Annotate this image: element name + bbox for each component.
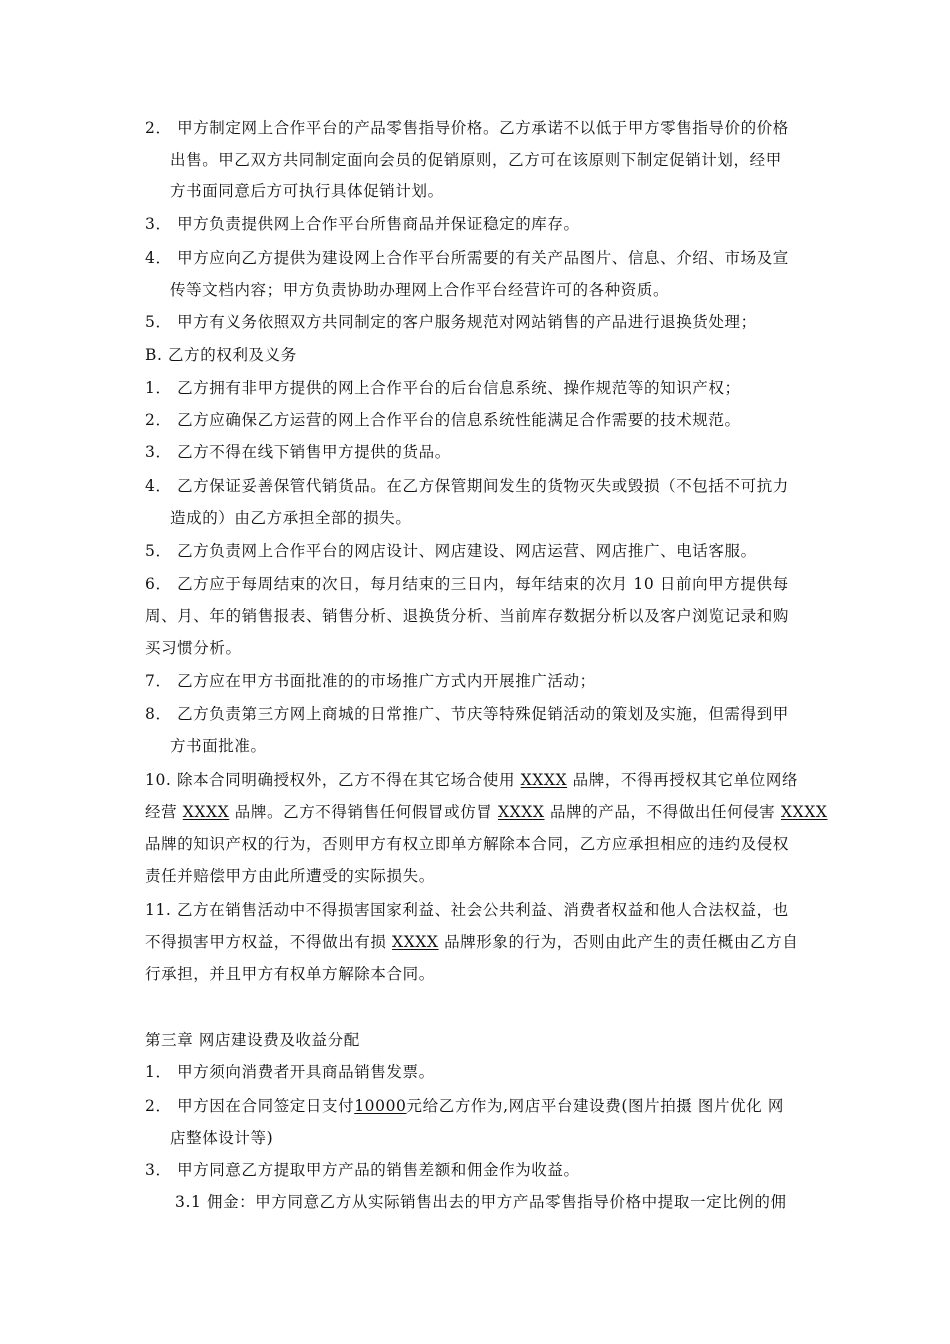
clause-a3: 3． 甲方负责提供网上合作平台所售商品并保证稳定的库存。 <box>145 215 580 233</box>
clause-b6-line3: 买习惯分析。 <box>145 639 242 657</box>
clause-b3: 3． 乙方不得在线下销售甲方提供的货品。 <box>145 443 451 461</box>
clause-b6-line2: 周、月、年的销售报表、销售分析、退换货分析、当前库存数据分析以及客户浏览记录和购 <box>145 607 790 625</box>
text-run: 品牌形象的行为，否则由此产生的责任概由乙方自 <box>438 933 799 951</box>
clause-a5: 5． 甲方有义务依照双方共同制定的客户服务规范对网站销售的产品进行退换货处理； <box>145 313 757 331</box>
clause-a2-line3: 方书面同意后方可执行具体促销计划。 <box>170 182 444 200</box>
chapter-3-heading: 第三章 网店建设费及收益分配 <box>145 1031 360 1049</box>
text-run: 2． 甲方因在合同签定日支付 <box>145 1097 355 1115</box>
clause-b1: 1． 乙方拥有非甲方提供的网上合作平台的后台信息系统、操作规范等的知识产权； <box>145 379 741 397</box>
brand-placeholder: XXXX <box>780 803 828 821</box>
clause-c1: 1． 甲方须向消费者开具商品销售发票。 <box>145 1063 435 1081</box>
clause-b11-line3: 行承担，并且甲方有权单方解除本合同。 <box>145 965 435 983</box>
clause-b5: 5． 乙方负责网上合作平台的网店设计、网店建设、网店运营、网店推广、电话客服。 <box>145 542 757 560</box>
text-run: 经营 <box>145 803 183 821</box>
clause-b4-line1: 4． 乙方保证妥善保管代销货品。在乙方保管期间发生的货物灭失或毁损（不包括不可抗力 <box>145 477 789 495</box>
clause-b10-line3: 品牌的知识产权的行为，否则甲方有权立即单方解除本合同，乙方应承担相应的违约及侵权 <box>145 835 790 853</box>
clause-c3: 3． 甲方同意乙方提取甲方产品的销售差额和佣金作为收益。 <box>145 1161 580 1179</box>
fee-amount: 10000 <box>354 1097 407 1115</box>
text-run: 品牌，不得再授权其它单位网络 <box>567 771 799 789</box>
text-run: 不得损害甲方权益，不得做出有损 <box>145 933 393 951</box>
clause-b8-line1: 8． 乙方负责第三方网上商城的日常推广、节庆等特殊促销活动的策划及实施，但需得到甲 <box>145 705 789 723</box>
brand-placeholder: XXXX <box>182 803 230 821</box>
clause-a2-line2: 出售。甲乙双方共同制定面向会员的促销原则，乙方可在该原则下制定促销计划，经甲 <box>170 151 782 169</box>
text-run: 10. 除本合同明确授权外，乙方不得在其它场合使用 <box>145 771 521 789</box>
clause-c2-line2: 店整体设计等) <box>170 1129 274 1147</box>
clause-b10-line2 <box>145 802 828 822</box>
clause-b10-line4: 责任并赔偿甲方由此所遭受的实际损失。 <box>145 867 435 885</box>
clause-b11-line1: 11. 乙方在销售活动中不得损害国家利益、社会公共利益、消费者权益和他人合法权益，也 <box>145 901 789 919</box>
clause-b6-line1: 6． 乙方应于每周结束的次日，每月结束的三日内，每年结束的次月 10 日前向甲方提供每 <box>145 575 789 593</box>
text-run: 品牌的产品，不得做出任何侵害 <box>544 803 781 821</box>
clause-a2-line1: 2． 甲方制定网上合作平台的产品零售指导价格。乙方承诺不以低于甲方零售指导价的价格 <box>145 119 789 137</box>
clause-b10-line1 <box>145 770 798 790</box>
clause-b11-line2 <box>145 932 798 952</box>
clause-b7: 7． 乙方应在甲方书面批准的的市场推广方式内开展推广活动； <box>145 672 596 690</box>
section-b-heading: B. 乙方的权利及义务 <box>145 346 297 364</box>
text-run: 品牌。乙方不得销售任何假冒或仿冒 <box>229 803 498 821</box>
clause-b4-line2: 造成的）由乙方承担全部的损失。 <box>170 509 412 527</box>
brand-placeholder: XXXX <box>497 803 545 821</box>
clause-a4-line1: 4． 甲方应向乙方提供为建设网上合作平台所需要的有关产品图片、信息、介绍、市场及宣 <box>145 249 789 267</box>
clause-b8-line2: 方书面批准。 <box>170 737 267 755</box>
text-run: 元给乙方作为,网店平台建设费(图片拍摄 图片优化 网 <box>406 1097 784 1115</box>
clause-c2-line1 <box>145 1096 784 1116</box>
clause-b2: 2． 乙方应确保乙方运营的网上合作平台的信息系统性能满足合作需要的技术规范。 <box>145 411 741 429</box>
clause-c3-1: 3.1 佣金：甲方同意乙方从实际销售出去的甲方产品零售指导价格中提取一定比例的佣 <box>175 1193 787 1211</box>
brand-placeholder: XXXX <box>392 933 439 951</box>
brand-placeholder: XXXX <box>520 771 568 789</box>
clause-a4-line2: 传等文档内容；甲方负责协助办理网上合作平台经营许可的各种资质。 <box>170 281 670 299</box>
